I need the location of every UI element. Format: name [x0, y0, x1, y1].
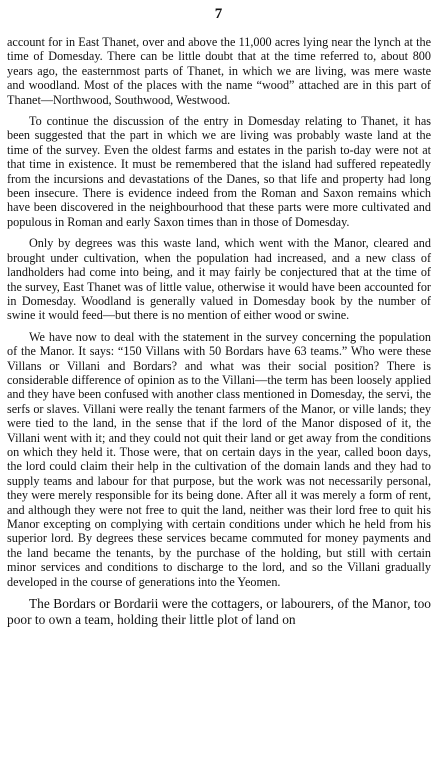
paragraph-3: Only by degrees was this waste land, which went with the Manor, cleared and brought under cultivation, when the population had increased, and a new class of landholders had come into being, and it may fairly be conjectured that at the time of the survey, East Thanet was of little value, otherwise it would have been accounted for in Domesday. Woodland is generally valued in Domesday book by the number of swine it would feed—but there is no mention of either wood or swine. [7, 236, 431, 323]
paragraph-2: To continue the discussion of the entry in Domesday relating to Thanet, it has been suggested that the part in which we are living was probably waste land at the time of the survey. Even the oldest farms and estates in the parish to-day were not at that time in existence. It must be remembered that the island had suffered repeatedly from the incursions and devastations of the Danes, so that life and property had long been insecure. There is evidence indeed from the Roman and Saxon remains which have been discovered in the neighbourhood that these parts were more cultivated and populous in Roman and early Saxon times than in those of Domesday. [7, 114, 431, 229]
paragraph-1: account for in East Thanet, over and above the 11,000 acres lying near the lynch at the time of Domesday. There can be little doubt that at the time referred to, about 800 years ago, the easternmost parts of Thanet, in which we are living, was mere waste and woodland. Most of the places with the name “wood” attached are in this part of Thanet—Northwood, Southwood, Westwood. [7, 35, 431, 107]
page-number: 7 [214, 6, 223, 22]
paragraph-4: We have now to deal with the statement in the survey concerning the population of the Manor. It says: “150 Villans with 50 Bordars have 63 teams.” Who were these Villans or Villani and Bordars? and what was their social position? There is considerable difference of opinion as to the Villani—the term has been loosely applied and they have been confused with another class mentioned in Domesday, the servi, the serfs or slaves. Villani were really the tenant farmers of the Manor, or ville lands; they were tied to the land, in the sense that if the lord of the Manor disposed of it, the Villani went with it; and they could not quit their land or get away from the conditions on which they held it. Those were, that on certain days in the year, called boon days, the lord could claim their help in the cultivation of the domain lands and they had to supply teams and labour for that purpose, but the work was not necessarily personal, they were merely responsible for its being done. After all it was merely a form of rent, and although they were not free to quit the land, neither was their lord free to quit his Manor excepting on complying with certain conditions under which he held from his superior lord. By degrees these services became commuted for money payments and the land became the tenants, by the purchase of the holding, but still with certain minor services and conditions to discharge to the lord, and so the Villani gradually developed in the course of generations into the Yeomen. [7, 329, 431, 589]
paragraph-5: The Bordars or Bordarii were the cottagers, or labourers, of the Manor, too poor to own a team, holding their little plot of land on [7, 596, 431, 627]
body-text [7, 35, 431, 627]
